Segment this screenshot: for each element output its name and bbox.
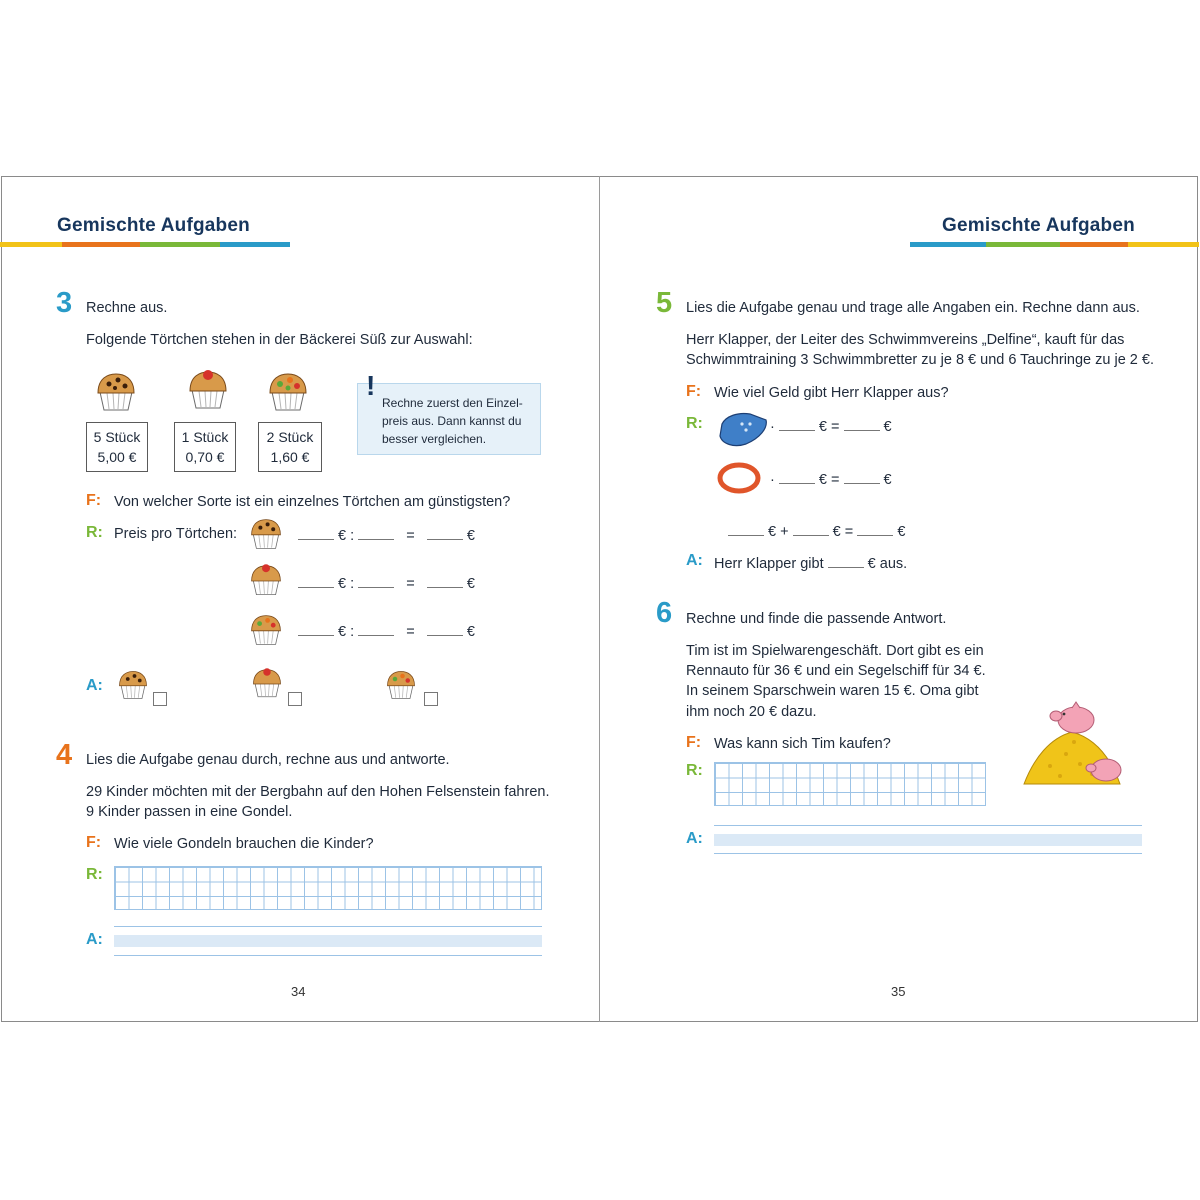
euro-sign: € — [768, 524, 777, 540]
dive-ring-image — [716, 460, 762, 496]
muffin-candy-image — [268, 372, 308, 412]
task5-number: 5 — [656, 287, 673, 319]
euro-sign: € — [883, 419, 892, 435]
divide-sign: : — [350, 528, 355, 544]
calc-row-cherry — [298, 574, 475, 592]
task5-a-label: A: — [686, 552, 703, 569]
task4-answer-line[interactable] — [114, 926, 542, 956]
answer-blank[interactable] — [358, 574, 394, 588]
task5-text-line-2: Schwimmtraining 3 Schwimmbretter zu je 8 € und 6 Tauchringe zu je 2 €. — [686, 352, 1154, 368]
task5-answer — [714, 554, 907, 572]
task4-instruction: Lies die Aufgabe genau durch, rechne aus und antworte. — [86, 752, 450, 768]
multiply-sign: · — [770, 419, 775, 435]
task6-text-line-1: Tim ist im Spielwarengeschäft. Dort gibt es ein — [686, 643, 984, 659]
offer-amount: 2 Stück — [266, 429, 314, 445]
muffin-candy-image — [250, 614, 282, 646]
answer-text-start: Herr Klapper gibt — [714, 556, 824, 572]
muffin-cherry-image — [252, 668, 282, 700]
divide-sign: : — [350, 576, 355, 592]
task4-text-line-2: 9 Kinder passen in eine Gondel. — [86, 804, 293, 820]
plus-sign: + — [780, 524, 789, 540]
answer-blank[interactable] — [358, 622, 394, 636]
page-number-left: 34 — [291, 984, 306, 999]
calc-row-sum — [728, 522, 905, 540]
calc-row-chocolate — [298, 526, 475, 544]
page-gutter — [599, 176, 600, 1022]
right-section-title: Gemischte Aufgaben — [942, 215, 1135, 236]
task4-text-line-1: 29 Kinder möchten mit der Bergbahn auf den Hohen Felsenstein fahren. — [86, 784, 550, 800]
multiply-sign: · — [770, 472, 775, 488]
task6-text-line-2: Rennauto für 36 € und ein Segelschiff für 34 €. — [686, 663, 986, 679]
offer-tag-3 — [258, 422, 322, 472]
equals-sign: = — [831, 472, 840, 488]
answer-text-end: € aus. — [867, 556, 908, 572]
answer-blank[interactable] — [427, 526, 463, 540]
answer-blank[interactable] — [793, 522, 829, 536]
left-title-stripe — [0, 242, 290, 247]
euro-sign: € — [832, 524, 841, 540]
hint-exclamation-icon: ! — [366, 370, 376, 401]
muffin-cherry-image — [188, 370, 228, 412]
task6-answer-line[interactable] — [714, 825, 1142, 854]
answer-blank[interactable] — [779, 470, 815, 484]
task3-f-label: F: — [86, 492, 102, 509]
equals-sign: = — [844, 524, 854, 540]
answer-blank[interactable] — [358, 526, 394, 540]
swim-board-image — [716, 410, 770, 450]
muffin-cherry-image — [250, 564, 282, 598]
task5-question: Wie viel Geld gibt Herr Klapper aus? — [714, 385, 949, 401]
muffin-chocolate-image — [118, 670, 148, 700]
task6-question: Was kann sich Tim kaufen? — [714, 736, 891, 752]
task4-question: Wie viele Gondeln brauchen die Kinder? — [114, 836, 374, 852]
task5-instruction: Lies die Aufgabe genau und trage alle Angaben ein. Rechne dann aus. — [686, 300, 1140, 316]
answer-blank[interactable] — [844, 470, 880, 484]
task3-intro: Folgende Törtchen stehen in der Bäckerei Süß zur Auswahl: — [86, 332, 473, 348]
calc-row-rings — [770, 470, 892, 488]
choice-checkbox-chocolate[interactable] — [153, 692, 167, 706]
task3-r-text: Preis pro Törtchen: — [114, 526, 238, 542]
answer-blank[interactable] — [779, 417, 815, 431]
task4-a-label: A: — [86, 931, 103, 948]
equals-sign: = — [406, 624, 415, 640]
divide-sign: : — [350, 624, 355, 640]
euro-sign: € — [897, 524, 906, 540]
page-number-right: 35 — [891, 984, 906, 999]
euro-sign: € — [883, 472, 892, 488]
piggy-bank-coins-image — [1020, 694, 1126, 790]
task6-a-label: A: — [686, 830, 703, 847]
offer-price: 0,70 € — [185, 449, 225, 465]
offer-tag-1 — [86, 422, 148, 472]
task3-number: 3 — [56, 287, 73, 319]
task3-a-label: A: — [86, 677, 103, 694]
left-section-title: Gemischte Aufgaben — [57, 215, 250, 236]
choice-checkbox-candy[interactable] — [424, 692, 438, 706]
task6-number: 6 — [656, 597, 673, 629]
euro-sign: € — [466, 624, 475, 640]
choice-checkbox-cherry[interactable] — [288, 692, 302, 706]
answer-blank[interactable] — [298, 622, 334, 636]
equals-sign: = — [406, 528, 415, 544]
task6-f-label: F: — [686, 734, 702, 751]
offer-amount: 5 Stück — [93, 429, 141, 445]
muffin-chocolate-image — [250, 518, 282, 550]
euro-sign: € — [466, 576, 475, 592]
answer-blank[interactable] — [728, 522, 764, 536]
hint-box — [357, 383, 541, 455]
task6-text-line-3: In seinem Sparschwein waren 15 €. Oma gibt — [686, 683, 979, 699]
right-title-stripe — [910, 242, 1199, 247]
answer-blank[interactable] — [844, 417, 880, 431]
task4-r-label: R: — [86, 866, 103, 883]
muffin-candy-image — [386, 670, 416, 700]
answer-blank[interactable] — [427, 622, 463, 636]
task6-calc-grid[interactable] — [714, 762, 986, 806]
answer-blank[interactable] — [298, 526, 334, 540]
task6-text-line-4: ihm noch 20 € dazu. — [686, 704, 817, 720]
task3-r-label: R: — [86, 524, 103, 541]
offer-price: 1,60 € — [270, 449, 310, 465]
offer-amount: 1 Stück — [181, 429, 229, 445]
hint-line: Rechne zuerst den Einzel- — [382, 396, 523, 410]
answer-blank[interactable] — [828, 554, 864, 568]
task5-f-label: F: — [686, 383, 702, 400]
equals-sign: = — [831, 419, 840, 435]
equals-sign: = — [406, 576, 415, 592]
task4-calc-grid[interactable] — [114, 866, 542, 910]
task5-text-line-1: Herr Klapper, der Leiter des Schwimmvereins „Delfine“, kauft für das — [686, 332, 1125, 348]
euro-sign: € — [466, 528, 475, 544]
euro-sign: € — [338, 624, 347, 640]
answer-blank[interactable] — [857, 522, 893, 536]
task6-r-label: R: — [686, 762, 703, 779]
answer-blank[interactable] — [298, 574, 334, 588]
euro-sign: € — [818, 472, 827, 488]
euro-sign: € — [338, 576, 347, 592]
euro-sign: € — [338, 528, 347, 544]
task4-f-label: F: — [86, 834, 102, 851]
offer-tag-2 — [174, 422, 236, 472]
task3-instruction: Rechne aus. — [86, 300, 168, 316]
calc-row-boards — [770, 417, 892, 435]
hint-line: preis aus. Dann kannst du — [382, 414, 522, 428]
offer-price: 5,00 € — [97, 449, 137, 465]
task5-r-label: R: — [686, 415, 703, 432]
task3-question: Von welcher Sorte ist ein einzelnes Törtchen am günstigsten? — [114, 494, 511, 510]
hint-line: besser vergleichen. — [382, 432, 487, 446]
euro-sign: € — [818, 419, 827, 435]
muffin-chocolate-image — [96, 372, 136, 412]
calc-row-candy — [298, 622, 475, 640]
answer-blank[interactable] — [427, 574, 463, 588]
task6-instruction: Rechne und finde die passende Antwort. — [686, 611, 947, 627]
task4-number: 4 — [56, 739, 73, 771]
